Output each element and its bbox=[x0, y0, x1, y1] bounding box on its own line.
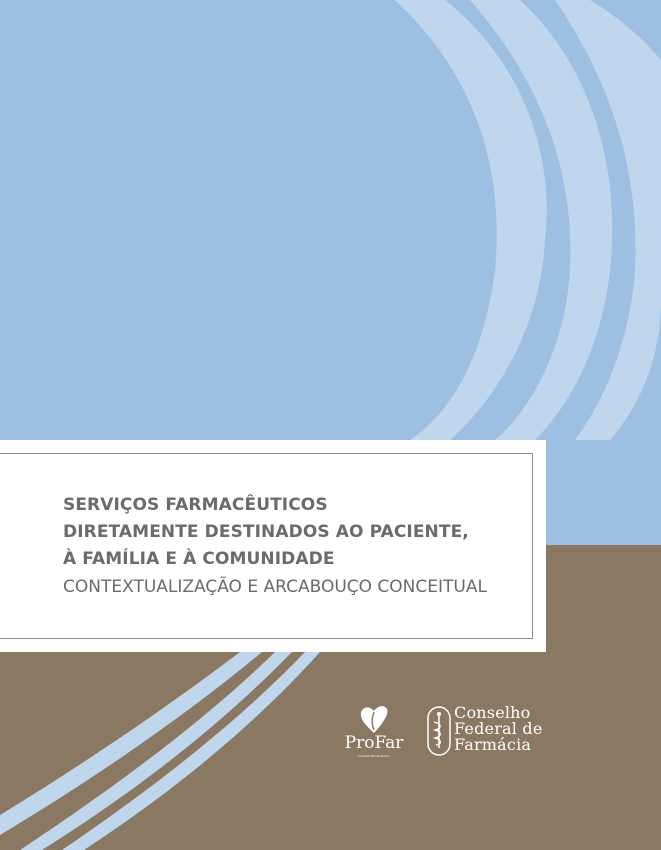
title-line-1: SERVIÇOS FARMACÊUTICOS bbox=[63, 495, 328, 515]
caduceus-seal-icon bbox=[427, 706, 451, 756]
title-line-2: DIRETAMENTE DESTINADOS AO PACIENTE, bbox=[63, 522, 469, 542]
profar-tagline: cuidado farmacêutico bbox=[357, 754, 391, 758]
title-panel bbox=[0, 440, 546, 652]
cff-name-line-1: Conselho bbox=[454, 703, 531, 722]
lower-streak-2 bbox=[20, 652, 292, 850]
cff-name-line-2: Federal de bbox=[454, 719, 543, 738]
profar-logo bbox=[343, 703, 405, 763]
cff-name-line-3: Farmácia bbox=[454, 735, 532, 754]
heart-leaf-icon bbox=[359, 703, 389, 735]
cff-logo bbox=[427, 705, 547, 757]
subtitle: CONTEXTUALIZAÇÃO E ARCABOUÇO CONCEITUAL bbox=[63, 577, 487, 597]
title-line-3: À FAMÍLIA E À COMUNIDADE bbox=[63, 549, 335, 569]
title-block bbox=[63, 492, 523, 601]
profar-name: ProFar bbox=[344, 733, 404, 753]
cff-name bbox=[454, 705, 543, 753]
